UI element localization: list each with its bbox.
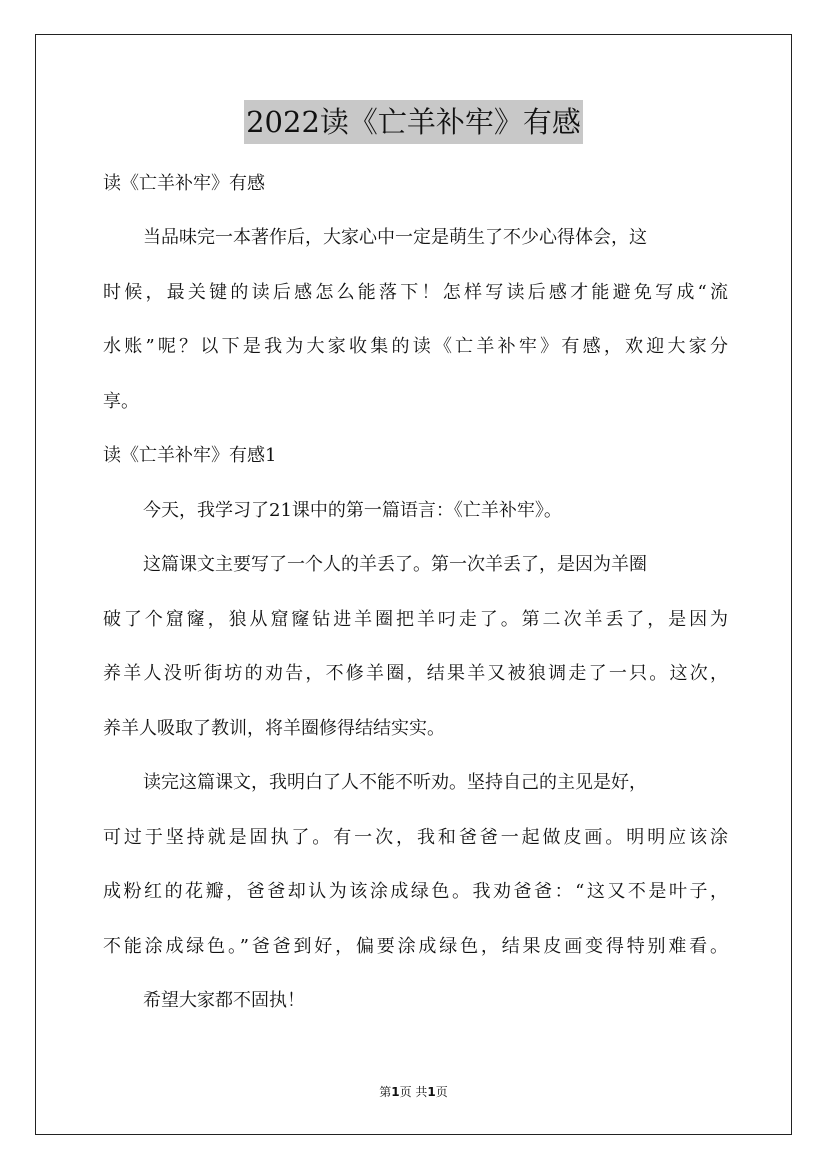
paragraph-line: 读完这篇课文，我明白了人不能不听劝。坚持自己的主见是好， — [143, 772, 647, 793]
paragraph-line: 希望大家都不固执！ — [143, 990, 305, 1011]
section-heading: 读《亡羊补牢》有感 — [103, 173, 265, 194]
page-footer — [0, 1084, 827, 1100]
document-title: 2022读《亡羊补牢》有感 — [244, 100, 583, 144]
footer-page-prefix: 第 — [379, 1085, 392, 1099]
paragraph-line: 时候，最关键的读后感怎么能落下！怎样写读后感才能避免写成“流 — [103, 281, 728, 303]
paragraph-line: 当品味完一本著作后，大家心中一定是萌生了不少心得体会，这 — [143, 227, 647, 248]
paragraph-line: 养羊人吸取了教训，将羊圈修得结结实实。 — [103, 717, 445, 739]
paragraph-line: 可过于坚持就是固执了。有一次，我和爸爸一起做皮画。明明应该涂 — [103, 826, 728, 848]
paragraph-line: 水账”呢？以下是我为大家收集的读《亡羊补牢》有感，欢迎大家分 — [103, 336, 728, 357]
title-container — [0, 100, 827, 144]
footer-page-total: 1 — [427, 1085, 436, 1099]
footer-page-number: 1 — [391, 1085, 400, 1099]
paragraph-line: 破了个窟窿，狼从窟窿钻进羊圈把羊叼走了。第二次羊丢了，是因为 — [103, 608, 728, 630]
document-body — [103, 172, 728, 1044]
footer-page-mid: 页 共 — [399, 1085, 428, 1099]
paragraph-line: 不能涂成绿色。”爸爸到好，偏要涂成绿色，结果皮画变得特别难看。 — [103, 935, 728, 957]
paragraph-line: 这篇课文主要写了一个人的羊丢了。第一次羊丢了，是因为羊圈 — [143, 554, 647, 575]
paragraph-line: 养羊人没听街坊的劝告，不修羊圈，结果羊又被狼调走了一只。这次， — [103, 663, 728, 684]
footer-page-suffix: 页 — [435, 1085, 448, 1099]
section-heading: 读《亡羊补牢》有感1 — [103, 445, 277, 466]
paragraph-line: 享。 — [103, 390, 139, 412]
paragraph-line: 今天，我学习了21课中的第一篇语言：《亡羊补牢》。 — [143, 499, 562, 521]
paragraph-line: 成粉红的花瓣，爸爸却认为该涂成绿色。我劝爸爸：“这又不是叶子， — [103, 881, 728, 902]
